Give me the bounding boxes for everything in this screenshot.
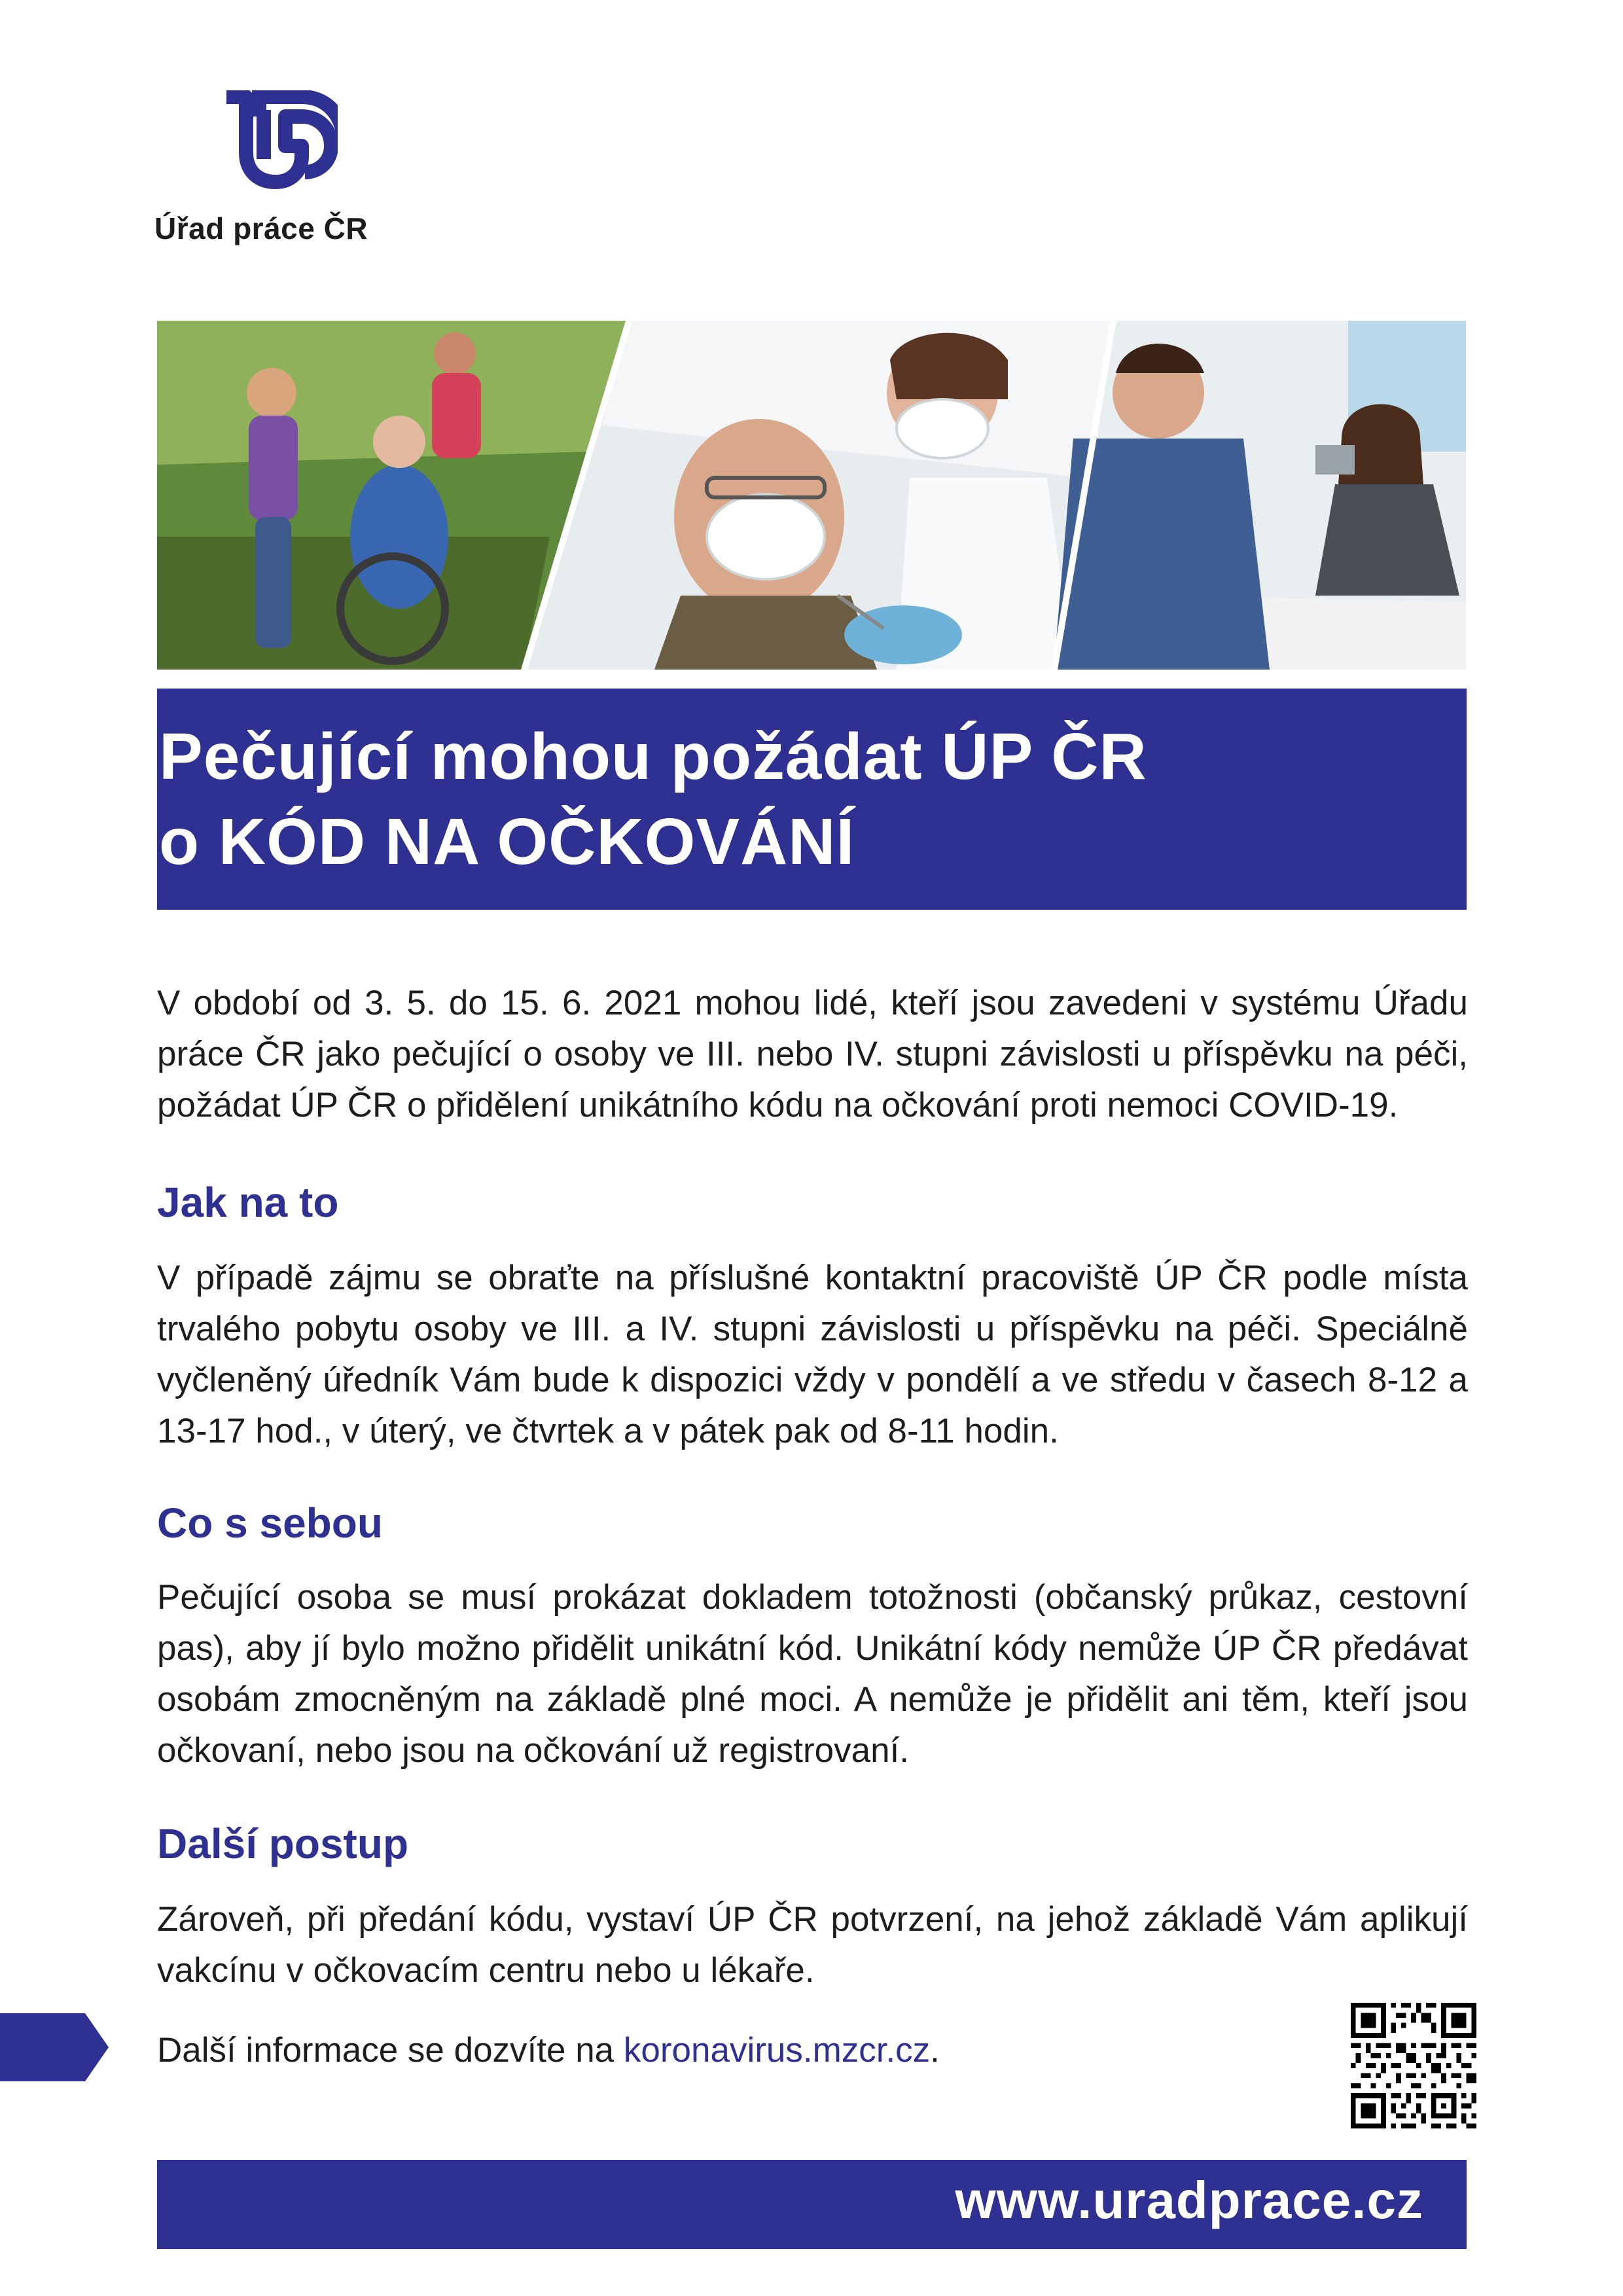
title-banner (157, 689, 1467, 910)
koronavirus-link[interactable]: koronavirus.mzcr.cz (623, 2031, 931, 2070)
section-text-co-s-sebou: Pečující osoba se musí prokázat dokladem totožnosti (občanský průkaz, cestovní pas), aby jí bylo možno přidělit unikátní kód. Unikátní kódy nemůže ÚP ČR předávat osobám zmocněným na základě plné moci. A nemůže je přidělit ani těm, kteří jsou očkovaní, nebo jsou na očkování už registrovaní. (157, 1578, 1468, 1770)
section-heading-jak-na-to: Jak na to (157, 1179, 339, 1226)
client-meeting-office-clerk-photo (1054, 321, 1466, 670)
more-info-prefix: Další informace se dozvíte na (157, 2031, 624, 2070)
section-heading-co-s-sebou: Co s sebou (157, 1499, 383, 1547)
footer-website-link[interactable]: www.uradprace.cz (955, 2171, 1423, 2229)
section-heading-dalsi-postup: Další postup (157, 1820, 409, 1867)
arrow-marker-icon (0, 2013, 109, 2081)
photo-collage (157, 321, 1466, 670)
footer-banner (157, 2160, 1467, 2249)
more-info-line (157, 2025, 940, 2076)
qr-code-icon[interactable] (1351, 2003, 1476, 2128)
page-title-line-1: Pečující mohou požádat ÚP ČR (159, 720, 1147, 793)
page-title-line-2: o KÓD NA OČKOVÁNÍ (159, 805, 855, 878)
section-text-jak-na-to: V případě zájmu se obraťte na příslušné kontaktní pracoviště ÚP ČR podle místa trvalého pobytu osoby ve III. a IV. stupni závislosti u příspěvku na péči. Speciálně vyčleněný úředník Vám bude k dispozici vždy v pondělí a ve středu v časech 8‐12 a 13‐17 hod., v úterý, ve čtvrtek a v pátek pak od 8‐11 hodin. (157, 1259, 1468, 1450)
section-text-dalsi-postup: Zároveň, při předání kódu, vystaví ÚP ČR potvrzení, na jehož základě Vám aplikují vakcínu v očkovacím centru nebo u lékaře. (157, 1900, 1468, 1990)
logo-text: Úřad práce ČR (154, 211, 368, 245)
intro-paragraph: V období od 3. 5. do 15. 6. 2021 mohou lidé, kteří jsou zavedeni v systému Úřadu práce ČR jako pečující o osoby ve III. nebo IV. stupni závislosti u příspěvku na péči, požádat ÚP ČR o přidělení unikátního kódu na očkování proti nemoci COVID-19. (157, 984, 1468, 1124)
up-cr-logo-icon (220, 90, 338, 208)
more-info-suffix: . (930, 2031, 940, 2070)
